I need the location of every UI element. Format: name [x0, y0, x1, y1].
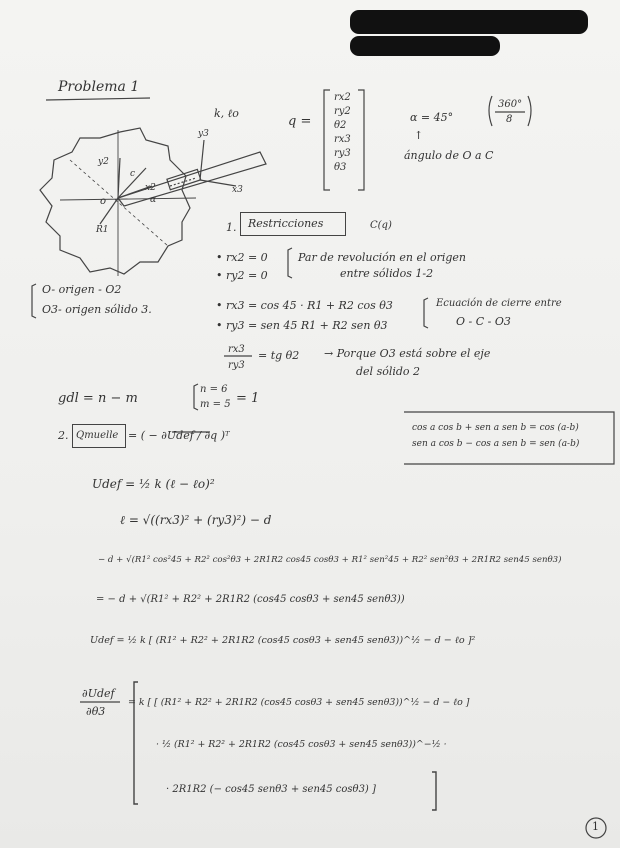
alpha-fraction-den: 8: [506, 114, 513, 125]
axis-note-2: del sólido 2: [356, 365, 421, 378]
q-component: θ3: [334, 162, 347, 173]
figure-label-x2: x2: [145, 183, 156, 193]
page-number: 1: [592, 820, 599, 833]
alpha-note: ángulo de O a C: [404, 149, 494, 162]
qmuelle-label: Qmuelle: [76, 430, 119, 441]
figure-label-y3: y3: [198, 129, 209, 139]
restriction-ratio-den: ry3: [228, 360, 245, 371]
q-symbol: q =: [288, 114, 312, 129]
figure-label-origin: o: [100, 196, 107, 207]
udef-full: Udef = ½ k [ (R1² + R2² + 2R1R2 (cos45 cosθ3 + sen45 senθ3))^½ − d − ℓo ]²: [90, 635, 476, 646]
length-equation: ℓ = √((rx3)² + (ry3)²) − d: [120, 513, 272, 527]
figure-label-y2: y2: [98, 157, 109, 167]
alpha-value: α = 45°: [410, 111, 454, 124]
q-vector: [334, 92, 362, 173]
restriction-rx2: • rx2 = 0: [216, 251, 268, 264]
page-title: Problema 1: [58, 79, 140, 95]
restrictions-heading: Restricciones: [248, 217, 324, 230]
axis-note-1: → Porque O3 está sobre el eje: [324, 347, 491, 360]
qmuelle-equation: = ( − ∂Udef / ∂q )ᵀ: [128, 429, 230, 442]
q-component: rx3: [334, 134, 351, 145]
revolute-note-1: Par de revolución en el origen: [298, 251, 467, 264]
figure-label-c: c: [130, 169, 136, 179]
restriction-rx3: • rx3 = cos 45 · R1 + R2 cos θ3: [216, 299, 393, 312]
length-expanded: − d + √(R1² cos²45 + R2² cos²θ3 + 2R1R2 cos45 cosθ3 + R1² sen²45 + R2² sen²θ3 + 2R1R2 sen45 senθ3): [98, 555, 562, 565]
origin-note-1: O- origen - O2: [42, 283, 122, 296]
restrictions-suffix: C(q): [370, 220, 392, 231]
closure-note-2: O - C - O3: [456, 315, 511, 328]
trig-identity-1: cos a cos b + sen a sen b = cos (a-b): [412, 423, 579, 433]
q-component: ry3: [334, 148, 351, 159]
figure-label-r1: R1: [96, 225, 109, 235]
section-number-1: 1.: [226, 221, 237, 234]
restriction-ratio-num: rx3: [228, 344, 245, 355]
figure-label-x3: x3: [232, 185, 243, 195]
alpha-arrow: ↑: [414, 129, 424, 142]
alpha-fraction-num: 360°: [498, 99, 523, 110]
derivative-line-1: = k [ [ (R1² + R2² + 2R1R2 (cos45 cosθ3 + sen45 senθ3))^½ − d − ℓo ]: [128, 697, 470, 708]
revolute-note-2: entre sólidos 1-2: [340, 267, 434, 280]
gdl-equation: gdl = n − m: [58, 391, 138, 406]
section-number-2: 2.: [58, 429, 69, 442]
q-component: θ2: [334, 120, 347, 131]
trig-identity-2: sen a cos b − cos a sen b = sen (a-b): [412, 439, 580, 449]
restriction-ry2: • ry2 = 0: [216, 269, 268, 282]
gdl-n: n = 6: [200, 384, 228, 395]
gdl-m: m = 5: [200, 399, 231, 410]
q-component: ry2: [334, 106, 351, 117]
origin-note-2: O3- origen sólido 3.: [42, 303, 152, 316]
q-component: rx2: [334, 92, 351, 103]
spring-params: k, ℓo: [214, 107, 239, 120]
udef-equation: Udef = ½ k (ℓ − ℓo)²: [92, 477, 215, 491]
derivative-line-2: · ½ (R1² + R2² + 2R1R2 (cos45 cosθ3 + sen45 senθ3))^−½ ·: [156, 739, 447, 750]
gdl-result: = 1: [236, 391, 260, 406]
restriction-ratio-rhs: = tg θ2: [258, 349, 300, 362]
length-simplified: = − d + √(R1² + R2² + 2R1R2 (cos45 cosθ3 + sen45 senθ3)): [96, 594, 405, 605]
restriction-ry3: • ry3 = sen 45 R1 + R2 sen θ3: [216, 319, 388, 332]
derivative-num: ∂Udef: [82, 687, 115, 700]
figure-label-alpha: α: [150, 195, 157, 205]
derivative-den: ∂θ3: [86, 705, 106, 718]
derivative-line-3: · 2R1R2 (− cos45 senθ3 + sen45 cosθ3) ]: [166, 784, 376, 795]
closure-note-1: Ecuación de cierre entre: [436, 298, 562, 309]
